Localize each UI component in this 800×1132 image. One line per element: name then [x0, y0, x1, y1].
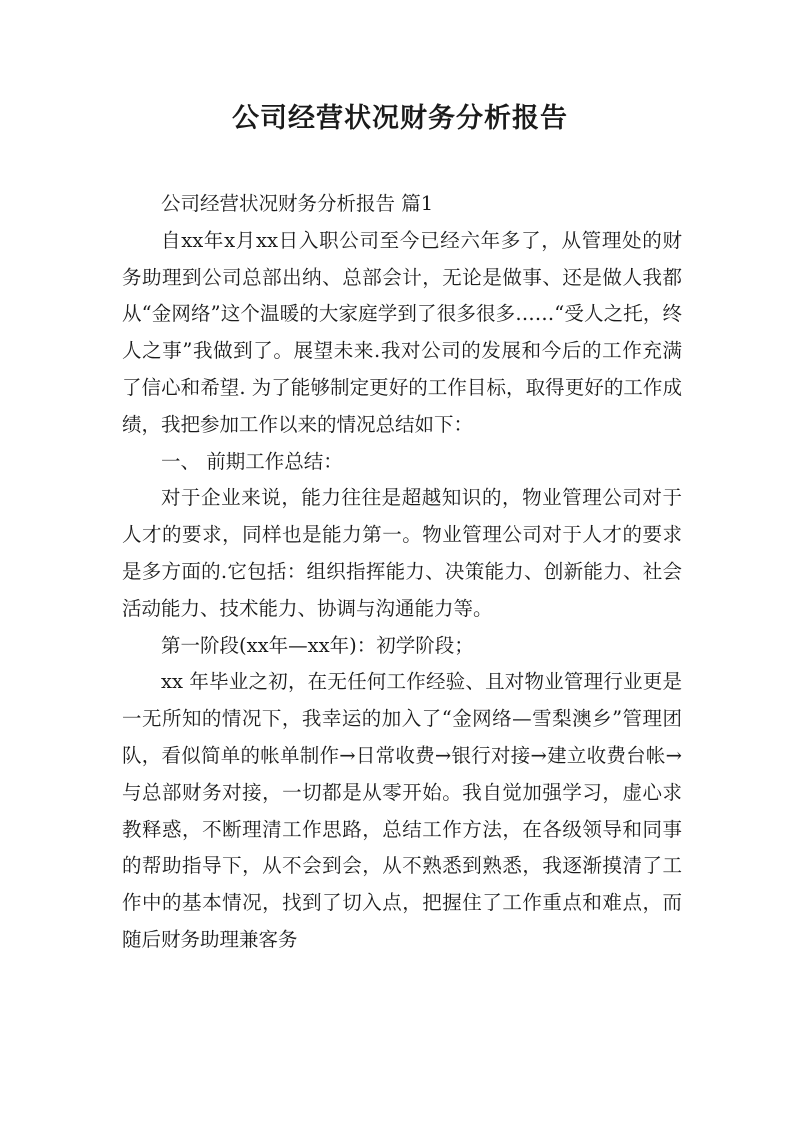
- paragraph-stage-one: xx 年毕业之初，在无任何工作经验、且对物业管理行业更是一无所知的情况下，我幸运的加入了“金网络—雪梨澳乡”管理团队，看似简单的帐单制作→日常收费→银行对接→建立收费台帐→与总部财务对接，一切都是从零开始。我自觉加强学习，虚心求教释惑，不断理清工作思路，总结工作方法，在各级领导和同事的帮助指导下，从不会到会，从不熟悉到熟悉，我逐渐摸清了工作中的基本情况，找到了切入点，把握住了工作重点和难点，而随后财务助理兼客务: [122, 670, 682, 951]
- subheading-summary: 一、 前期工作总结：: [161, 449, 343, 473]
- document-title: 公司经营状况财务分析报告: [232, 103, 568, 134]
- section-heading: 公司经营状况财务分析报告 篇1: [161, 192, 434, 215]
- subheading-stage-one: 第一阶段(xx年—xx年)：初学阶段；: [161, 633, 474, 657]
- paragraph-abilities: 对于企业来说，能力往往是超越知识的，物业管理公司对于人才的要求，同样也是能力第一。物业管理公司对于人才的要求是多方面的.它包括：组织指挥能力、决策能力、创新能力、社会活动能力、技术能力、协调与沟通能力等。: [122, 486, 682, 620]
- paragraph-intro: 自xx年x月xx日入职公司至今已经六年多了，从管理处的财务助理到公司总部出纳、总部会计，无论是做事、还是做人我都从“金网络”这个温暖的大家庭学到了很多很多……“受人之托，终人之事”我做到了。展望未来.我对公司的发展和今后的工作充满了信心和希望. 为了能够制定更好的工作目标，取得更好的工作成绩，我把参加工作以来的情况总结如下：: [122, 228, 682, 436]
- document-body: [122, 186, 682, 959]
